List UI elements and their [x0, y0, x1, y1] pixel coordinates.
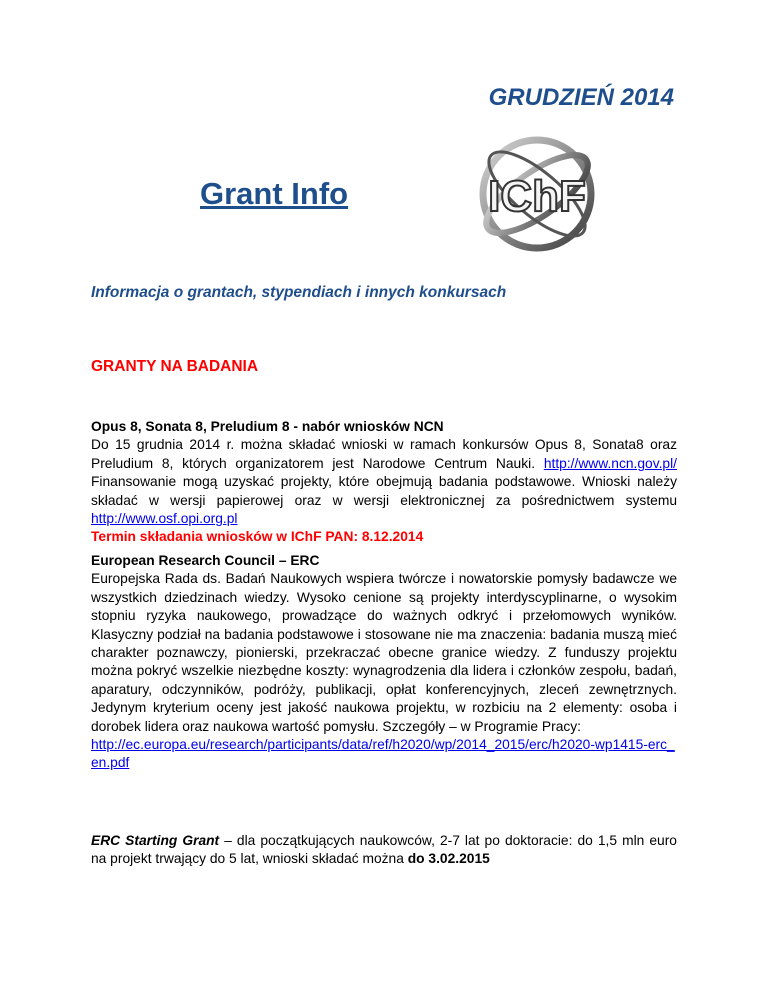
grant-erc-starting-title: ERC Starting Grant: [91, 833, 220, 848]
newsletter-title: Grant Info: [200, 176, 349, 211]
grant-ncn: [91, 418, 677, 547]
grant-ncn-text1: Do 15 grudnia 2014 r. można składać wnioski w ramach konkursów Opus 8, Sonata8 oraz Preludium 8, których organizatorem jest Narodowe Centrum Nauki.: [91, 437, 677, 471]
grant-erc-starting-text: – dla początkujących naukowców, 2-7 lat po doktoracie: do 1,5 mln euro na projekt trwający do 5 lat, wnioski składać można: [91, 833, 677, 867]
grant-ncn-title: Opus 8, Sonata 8, Preludium 8 - nabór wniosków NCN: [91, 419, 444, 434]
subtitle: Informacja o grantach, stypendiach i innych konkursach: [91, 284, 507, 301]
ichf-logo: [474, 134, 600, 254]
section-heading: GRANTY NA BADANIA: [91, 358, 259, 375]
grant-erc-starting-deadline: do 3.02.2015: [407, 851, 490, 867]
grant-erc-starting: [91, 832, 677, 869]
grant-erc-text: Europejska Rada ds. Badań Naukowych wspiera twórcze i nowatorskie pomysły badawcze we wszystkich dziedzinach wiedzy. Wysoko cenione są projekty interdyscyplinarne, o wysokim stopniu ryzyka naukowego, prowadzące do ważnych odkryć i przełomowych wyników. Klasyczny podział na badania podstawowe i stosowane nie ma znaczenia: badania muszą mieć charakter poznawczy, pionierski, przekraczać obecne granice wiedzy. Z funduszy projektu można pokryć wszelkie niezbędne koszty: wynagrodzenia dla lidera i członków zespołu, badań, aparatury, odczynników, podróży, publikacji, opłat konferencyjnych, zleceń zewnętrznych. Jedynym kryterium oceny jest jakość naukowa projektu, w rozbiciu na 2 elementy: osoba i dorobek lidera oraz naukowa wartość pomysłu. Szczegóły – w Programie Pracy:: [91, 571, 677, 734]
grant-erc: [91, 552, 677, 773]
grant-ncn-text2: Finansowanie mogą uzyskać projekty, które obejmują badania podstawowe. Wnioski należy składać w wersji papierowej oraz w wersji elektronicznej za pośrednictwem systemu: [91, 474, 677, 508]
grant-ncn-deadline: Termin składania wniosków w IChF PAN: 8.12.2014: [91, 529, 424, 545]
erc-work-programme-link[interactable]: http://ec.europa.eu/research/participants/data/ref/h2020/wp/2014_2015/erc/h2020-wp1415-erc_en.pdf: [91, 737, 675, 771]
osf-link[interactable]: http://www.osf.opi.org.pl: [91, 511, 238, 527]
ncn-link[interactable]: http://www.ncn.gov.pl/: [543, 455, 677, 471]
logo-text: IChF: [488, 172, 586, 221]
grant-erc-title: European Research Council – ERC: [91, 553, 320, 568]
issue-date: GRUDZIEŃ 2014: [488, 84, 674, 111]
